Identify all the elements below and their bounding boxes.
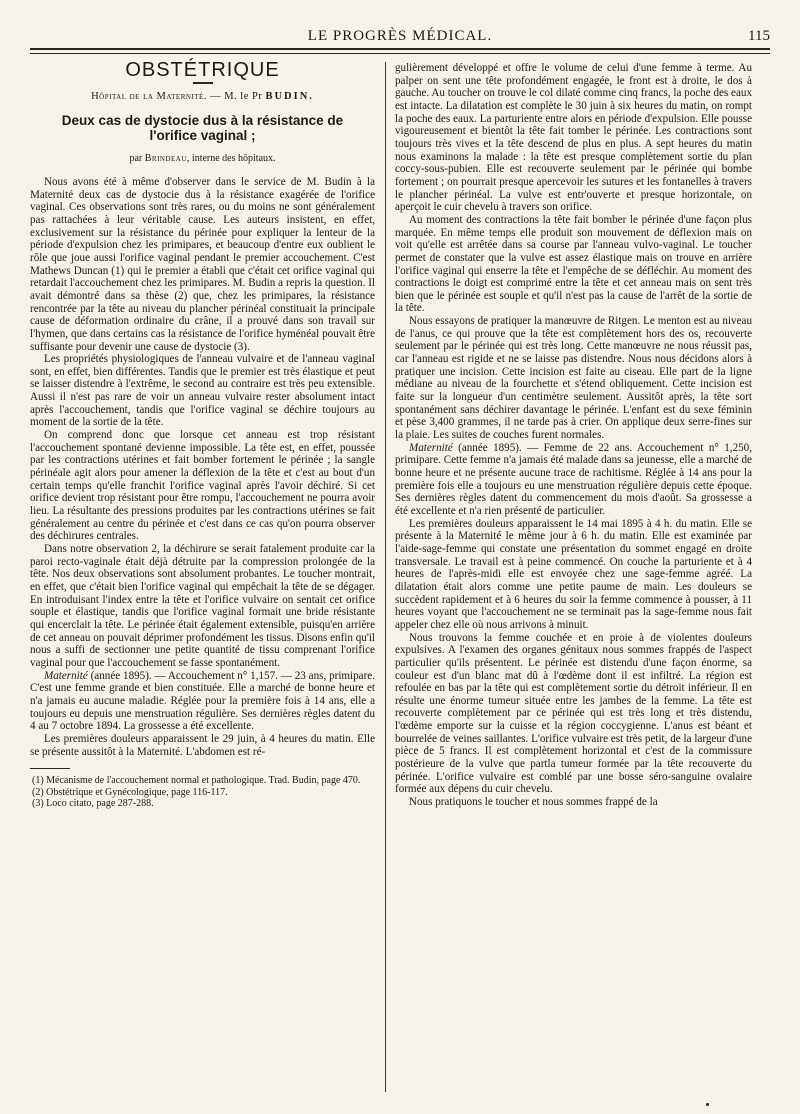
paragraph-observation: Dans notre observation 2, la déchirure se serait fatalement produite car la paroi recto-vaginale était déjà détruite par la compression prolongée de la tête. Nos deux observations sont absolument probantes. Le toucher montrait, en effet, que c'était bien l'orifice vaginal qui empêchait la tête de se dégager. En introduisant l'index entre la tête et l'orifice vulvaire on sentait cet orifice souple et élastique, tandis que l'orifice vaginal formait une bride résistante qui encerclait la tête. Le périnée était également extensible, puisqu'en arrière de cet anneau on pouvait déprimer profondément les tissus. Disons enfin qu'il nous a suffi de sectionner une petite quantité de tissu comprenant l'orifice vaginal pour que l'accouchement se fasse spontanément. [30,543,375,669]
ink-dot [706,1103,709,1106]
paragraph-mechanism: On comprend donc que lorsque cet anneau est trop résistant l'accouchement spontané devienne impossible. La tête est, en effet, poussée par les contractions utérines et fait bomber fortement le périnée ; la sangle périnéale agit alors pour amener la déflexion de la tête et c'est au bout d'un certain temps qu'elle franchit l'orifice vaginal après l'avoir déchiré. Si cet orifice devient trop résistant pour être rompu, l'accouchement ne pourra avoir lieu. La résultante des pressions produites par les contractions utérines se fait généralement au centre du périnée et c'est dans ce cas qu'on pourra observer des déchirures centrales. [30,429,375,543]
footnotes [30,775,375,810]
hospital-separator: — M. le Pr [206,90,266,102]
byline-prefix: par [129,153,145,165]
header-rule-thick [30,48,770,50]
page-number: 115 [748,28,770,44]
hospital-line [30,91,375,104]
footnote-rule [30,768,70,769]
left-column [30,59,375,810]
byline [30,153,375,166]
case-one-text: (année 1895). — Accouchement n° 1,157. — 23 ans, primipare. C'est une femme grande et bien constituée. Elle a marché de bonne heure et n'a jamais eu aucune maladie. Réglée pour la première fois à 14 ans, elle a toujours eu depuis une menstruation régulière. Ses dernières règles datent du 4 au 7 octobre 1894. La grossesse a été excellente. [30,669,375,733]
paragraph-examination: Nous trouvons la femme couchée et en proie à de violentes douleurs expulsives. A l'examen des organes génitaux nous sommes frappés de l'aspect particulier qu'ils présentent. Le périnée est distendu d'une façon énorme, sa couleur est d'un blanc mat dû à l'œdème dont il est infiltré. La région est refoulée en bas par la tête qui est complètement sortie du détroit inférieur. Il en résulte une énorme tumeur située entre les jambes de la femme. La tête est recouverte complètement par ce périnée qui est très long et très distendu, l'œdème emporte sur la cuisse et la région coccygienne. L'anus est béant et bourrelée de veines saillantes. L'orifice vulvaire est très petit, de la largeur d'une pièce de 5 francs. Il est complètement horizontal et c'est de la commissure postérieure de la vulve que partla tumeur formée par la tête recouverte du périnée. L'orifice vulvaire est comblé par une bosse séro-sanguine ovalaire formée aux dépens du cuir chevelu. [395,631,752,796]
paragraph-properties: Les propriétés physiologiques de l'anneau vulvaire et de l'anneau vaginal sont, en effet, bien différentes. Tandis que le premier est très élastique et peut se laisser distendre à l'extrême, le second au contraire est très peu extensible. Aussi il n'est pas rare de voir un anneau vulvaire rester absolument intact après l'accouchement, tandis que l'orifice vaginal se déchire toujours au moment de la sortie de la tête. [30,353,375,429]
professor-name: BUDIN. [265,90,314,102]
hospital-label: Hôpital de la Maternité. [91,90,207,102]
right-column [395,62,752,809]
footnote-1: (1) Mécanisme de l'accouchement normal et pathologique. Trad. Budin, page 470. [32,775,361,787]
header-rule-thin [30,53,770,54]
paragraph-ritgen: Nous essayons de pratiquer la manœuvre de Ritgen. Le menton est au niveau de l'anus, ce qui prouve que la tête est complètement hors des os, recouverte seulement par le périnée qui est très long. Cette manœuvre ne nous réussit pas, car l'anneau est rigide et ne se laisse pas distendre. Nous nous décidons alors à pratiquer une incision. Cette incision est faite au ciseau. Elle part de la ligne médiane au niveau de la fourchette et s'étend obliquement. Cette incision est faite sur la longueur d'un centimètre seulement. Aussitôt après, la tête sort spontanément sans déchirer davantage le périnée. L'enfant est du sexe féminin et pèse 3,400 grammes, il ne tarde pas à crier. On applique deux serre-fines sur la plaie. Les suites de couches furent normales. [395,315,752,442]
article-title: Deux cas de dystocie dus à la résistance de l'orifice vaginal ; [61,113,344,144]
journal-title: LE PROGRÈS MÉDICAL. [307,28,493,44]
column-divider [385,62,386,1092]
case-two-label: Maternité [409,441,453,454]
running-header [0,28,800,48]
paragraph-first-pains: Les premières douleurs apparaissent le 14 mai 1895 à 4 h. du matin. Elle se présente à la Maternité le même jour à 6 h. du matin. Elle est examinée par l'aide-sage-femme qui constate une présentation du sommet engagé en droite transversale. Le travail est à peine commencé. On couche la parturiente et à 4 heures de l'après-midi elle est envoyée chez une sage-femme agréé. La dilatation était alors comme une petite paume de main. Les douleurs se succèdent rapidement et à 6 heures du soir la femme commence à pousser, à 11 heures voyant que l'accouchement ne se terminait pas la sage-femme nous fait appeler chez elle où nous arrivons à minuit. [395,517,752,631]
footnote-3: (3) Loco citato, page 287-288. [32,798,154,810]
paragraph-toucher: Nous pratiquons le toucher et nous sommes frappé de la [409,796,658,809]
case-one-paragraph-2: Les premières douleurs apparaissent le 29 juin, à 4 heures du matin. Elle se présente aussitôt à la Maternité. L'abdomen est ré- [30,732,375,758]
case-one-label: Maternité [44,669,88,682]
case-one-paragraph [30,670,375,733]
author-name: Brindeau [144,153,187,165]
footnote-2: (2) Obstétrique et Gynécologique, page 116-117. [32,786,228,798]
section-dash [193,82,213,84]
paragraph-continued: gulièrement développé et offre le volume de celui d'une femme à terme. Au palper on sent une tête profondément engagée, le front est à droite, le dos à gauche. Au toucher on trouve le col dilaté comme cinq francs, la poche des eaux est intacte. La dilatation est complète le 30 juin à six heures du matin, on rompt la poche des eaux. La parturiente entre alors en période d'expulsion. Elle pousse vigoureusement et bientôt la tête fait tomber le périnée. Les contractions sont toujours très vives et la tête descend de plus en plus. A sept heures du matin nous examinons la malade : la tête est presque complètement sortie du plan coccy-sous-pubien. Elle est recouverte seulement par le périnée qui bombe fortement ; on pourrait presque apercevoir les sutures et les fontanelles à travers le plancher périnéal. La vulve est entr'ouverte et presque horizontale, on aperçoit le cuir chevelu à travers son orifice. [395,62,752,214]
paragraph-intro: Nous avons été à même d'observer dans le service de M. Budin à la Maternité deux cas de dystocie dus à la résistance exagérée de l'orifice vaginal. Ces observations sont très rares, ou du moins ne sont généralement pas rattachées à leur véritable cause. Les auteurs insistent, en effet, exclusivement sur la résistance du périnée pour expliquer la lenteur de la période d'expulsion chez les primipares, et beaucoup d'entre eux oublient le rôle que joue aussi l'orifice vaginal pendant le premier accouchement. C'est Mathews Duncan (1) qui le premier a établi que c'était cet orifice vaginal qui retardait l'accouchement chez les primipares. M. Budin a repris la question. Il avait démontré dans sa thèse (2) que, chez les primipares, la résistance rencontrée par la tête au niveau du plancher périnéal constituait la principale cause de déformation ordinaire du crâne, il a prouvé dans son travail sur l'hymen, que dans certains cas la résistance de l'orifice hyménéal pouvait être suffisante pour devenir une cause de dystocie (3). [30,175,375,353]
byline-suffix: , interne des hôpitaux. [186,153,276,165]
paragraph-contractions: Au moment des contractions la tête fait bomber le périnée d'une façon plus marquée. En même temps elle produit son mouvement de déflexion mais on voit qu'elle est arrêtée dans sa course par l'anneau vulvo-vaginal. Le toucher permet de constater que la vulve est assez élastique mais on trouve en arrière l'orifice vaginal qui enserre la tête et l'empêche de se défléchir. Au moment des contractions le doigt est comprimé entre la tête et cet anneau mais on sent très bien que le périnée est souple et qu'il n'est pas la cause de l'arrêt de la sortie de la tête. [395,213,752,315]
case-two-text: (année 1895). — Femme de 22 ans. Accouchement n° 1,250, primipare. Cette femme n'a jamais été malade dans sa jeunesse, elle a marché de bonne heure et ne présente aucune trace de rachitisme. Réglée à 14 ans pour la première fois elle a toujours eu une menstruation régulière depuis cette époque. Ses dernières règles datent du commencement du mois d'août. Sa grossesse a été excellente et n'a rien présenté de particulier. [395,441,752,517]
case-two-paragraph [395,442,752,518]
section-heading: OBSTÉTRIQUE [125,59,280,81]
